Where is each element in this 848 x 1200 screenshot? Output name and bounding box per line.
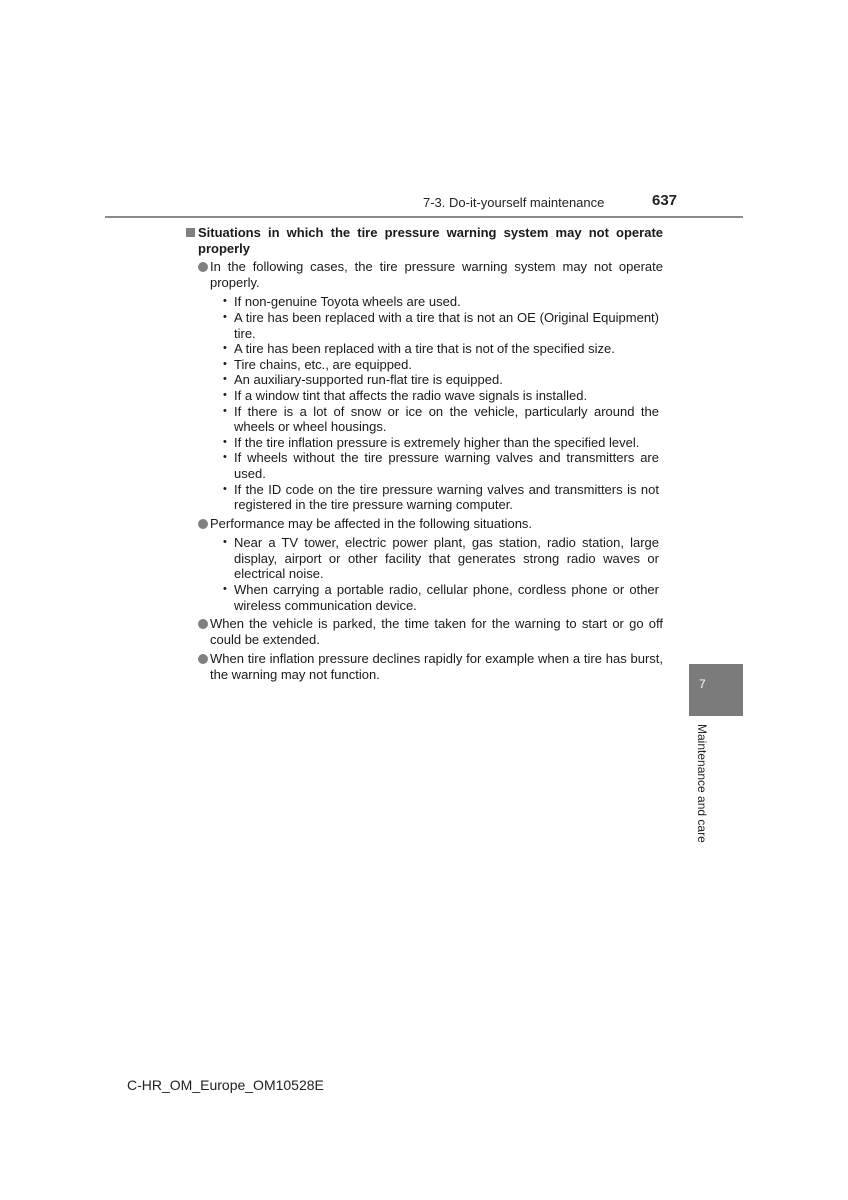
page-number: 637 [652, 192, 678, 209]
list-item: • If non-genuine Toyota wheels are used. [222, 294, 659, 310]
circle-bullet-icon [198, 619, 208, 629]
list-item: • If the tire inflation pressure is extremely higher than the specified level. [222, 435, 659, 451]
circle-bullet-icon [198, 519, 208, 529]
list-item: • If the ID code on the tire pressure warning valves and transmitters is not registered in the tire pressure warning computer. [222, 482, 659, 513]
header-divider [105, 216, 743, 218]
bullet-point-text: In the following cases, the tire pressure warning system may not operate properly. [210, 259, 663, 290]
bullet-point-4 [186, 651, 663, 682]
sub-list [210, 535, 659, 613]
square-bullet-icon [186, 228, 195, 237]
main-content [186, 225, 663, 687]
sub-list [210, 294, 659, 512]
circle-bullet-icon [198, 262, 208, 272]
header-section-title: 7-3. Do-it-yourself maintenance [423, 195, 605, 210]
circle-bullet-icon [198, 654, 208, 664]
list-item: • Near a TV tower, electric power plant, gas station, radio station, large display, airport or other facility that generates strong radio waves or electrical noise. [222, 535, 659, 582]
list-item: • If there is a lot of snow or ice on the vehicle, particularly around the wheels or wheel housings. [222, 404, 659, 435]
section-heading-text: Situations in which the tire pressure warning system may not operate properly [198, 225, 663, 256]
list-item: • A tire has been replaced with a tire that is not of the specified size. [222, 341, 659, 357]
document-code: C-HR_OM_Europe_OM10528E [127, 1077, 324, 1093]
bullet-point-text: When the vehicle is parked, the time taken for the warning to start or go off could be extended. [210, 616, 663, 647]
list-item: • When carrying a portable radio, cellular phone, cordless phone or other wireless communication device. [222, 582, 659, 613]
bullet-point-2 [186, 516, 663, 614]
section-heading [186, 225, 663, 256]
chapter-number: 7 [699, 677, 706, 691]
list-item: • A tire has been replaced with a tire that is not an OE (Original Equipment) tire. [222, 310, 659, 341]
bullet-point-text: When tire inflation pressure declines rapidly for example when a tire has burst, the warning may not function. [210, 651, 663, 683]
list-item: • If a window tint that affects the radio wave signals is installed. [222, 388, 659, 404]
bullet-point-1 [186, 259, 663, 513]
chapter-label: Maintenance and care [695, 724, 709, 843]
bullet-point-text: Performance may be affected in the following situations. [210, 515, 533, 531]
bullet-point-3 [186, 616, 663, 647]
chapter-tab [689, 664, 743, 716]
list-item: • An auxiliary-supported run-flat tire is equipped. [222, 372, 659, 388]
list-item: • Tire chains, etc., are equipped. [222, 357, 659, 373]
list-item: • If wheels without the tire pressure warning valves and transmitters are used. [222, 450, 659, 481]
